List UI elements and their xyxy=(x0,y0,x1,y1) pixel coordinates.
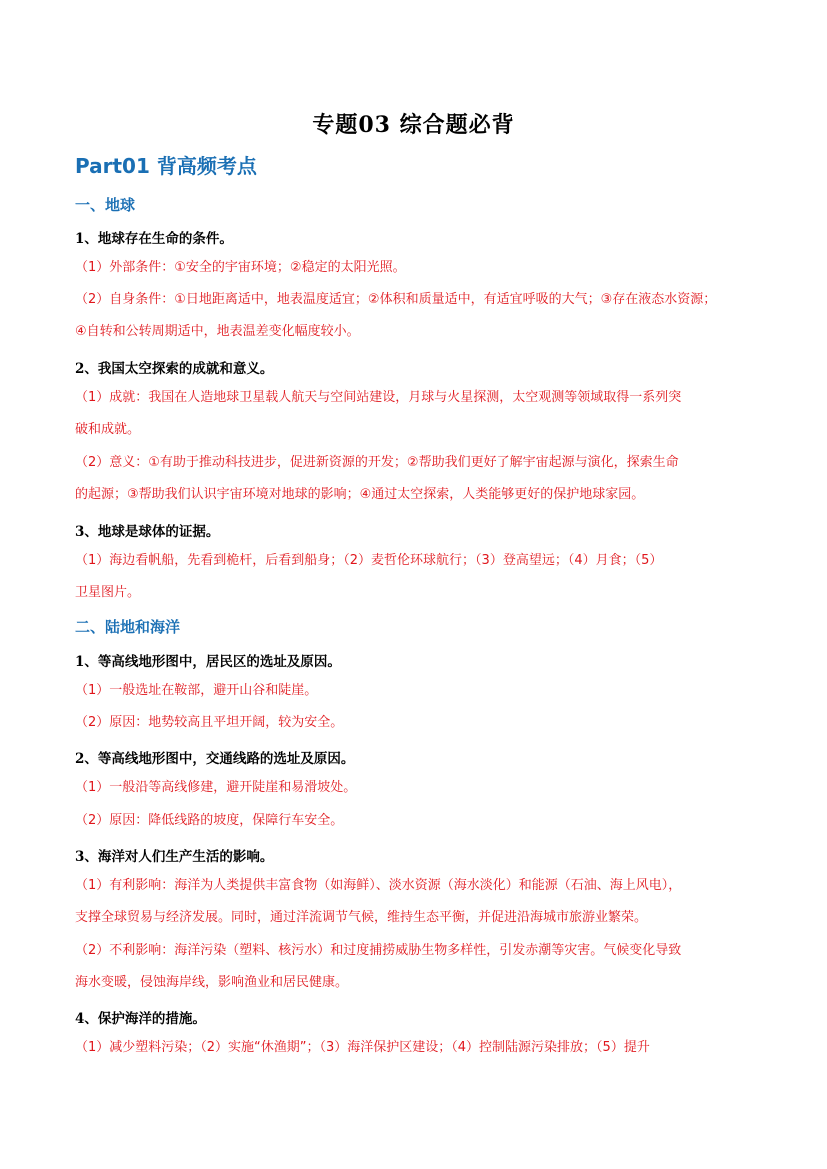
answer-line: 支撑全球贸易与经济发展。同时，通过洋流调节气候，维持生态平衡，并促进沿海城市旅游业繁荣。 xyxy=(75,910,648,925)
answer-line: ④自转和公转周期适中，地表温差变化幅度较小。 xyxy=(75,324,360,339)
answer-line: 卫星图片。 xyxy=(75,585,141,600)
question: 1、等高线地形图中，居民区的选址及原因。 xyxy=(75,654,341,670)
page-title: 专题03 综合题必背 xyxy=(312,112,515,138)
answer-line: （1）外部条件：①安全的宇宙环境；②稳定的太阳光照。 xyxy=(75,260,406,275)
answer-line: 海水变暖，侵蚀海岸线，影响渔业和居民健康。 xyxy=(75,975,349,990)
question: 3、地球是球体的证据。 xyxy=(75,524,220,540)
answer-line: （2）意义：①有助于推动科技进步，促进新资源的开发；②帮助我们更好了解宇宙起源与演化，探索生命 xyxy=(75,455,679,470)
question: 2、等高线地形图中，交通线路的选址及原因。 xyxy=(75,751,355,767)
answer-line: 破和成就。 xyxy=(75,422,141,437)
part-heading: Part01 背高频考点 xyxy=(75,154,257,178)
answer-line: （2）不利影响：海洋污染（塑料、核污水）和过度捕捞威胁生物多样性，引发赤潮等灾害。气候变化导致 xyxy=(75,943,682,958)
answer-line: （1）一般沿等高线修建，避开陡崖和易滑坡处。 xyxy=(75,780,357,795)
answer-line: （1）减少塑料污染；（2）实施“休渔期”；（3）海洋保护区建设；（4）控制陆源污染排放；（5）提升 xyxy=(75,1040,650,1055)
answer-line: （1）海边看帆船，先看到桅杆，后看到船身；（2）麦哲伦环球航行；（3）登高望远；（4）月食；（5） xyxy=(75,553,663,568)
answer-line: （2）自身条件：①日地距离适中，地表温度适宜；②体积和质量适中，有适宜呼吸的大气；③存在液态水资源； xyxy=(75,292,717,307)
question: 3、海洋对人们生产生活的影响。 xyxy=(75,849,274,865)
section-heading: 一、地球 xyxy=(75,196,136,214)
answer-line: （2）原因：地势较高且平坦开阔，较为安全。 xyxy=(75,715,344,730)
question: 4、保护海洋的措施。 xyxy=(75,1011,206,1027)
answer-line: （1）成就：我国在人造地球卫星载人航天与空间站建设，月球与火星探测，太空观测等领域取得一系列突 xyxy=(75,390,682,405)
section-heading: 二、陆地和海洋 xyxy=(75,618,181,636)
answer-line: （1）一般选址在鞍部，避开山谷和陡崖。 xyxy=(75,683,318,698)
answer-line: 的起源；③帮助我们认识宇宙环境对地球的影响；④通过太空探索，人类能够更好的保护地球家园。 xyxy=(75,487,645,502)
answer-line: （2）原因：降低线路的坡度，保障行车安全。 xyxy=(75,813,344,828)
question: 2、我国太空探索的成就和意义。 xyxy=(75,361,274,377)
answer-line: （1）有利影响：海洋为人类提供丰富食物（如海鲜）、淡水资源（海水淡化）和能源（石油、海上风电）， xyxy=(75,878,682,893)
question: 1、地球存在生命的条件。 xyxy=(75,231,233,247)
